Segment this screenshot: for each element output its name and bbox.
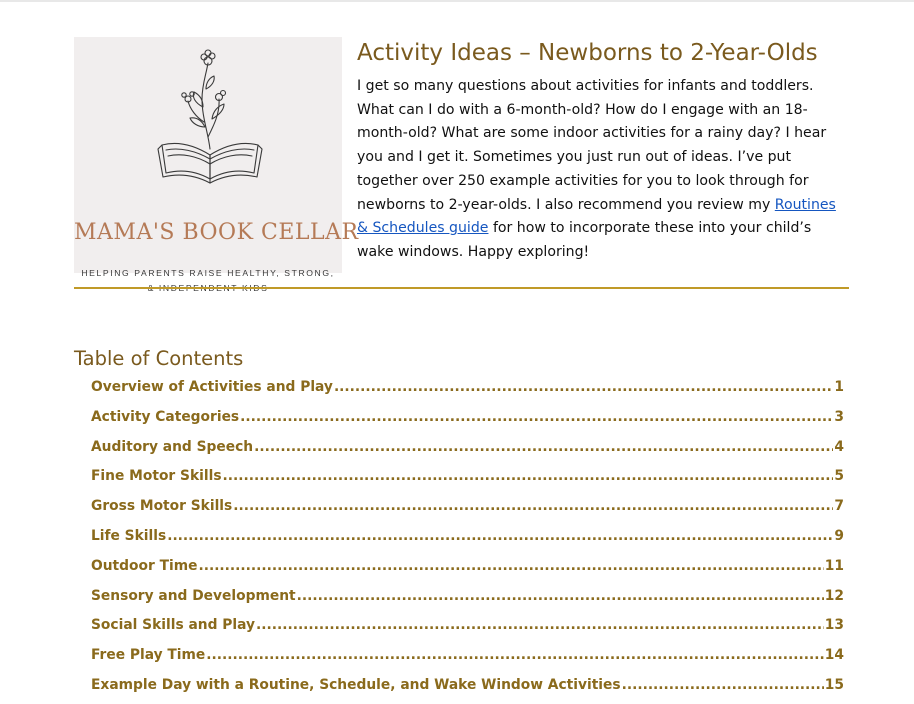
toc-entry-page: 1 xyxy=(834,379,844,395)
toc-entry[interactable] xyxy=(91,376,844,406)
toc-entry[interactable] xyxy=(91,525,844,555)
toc-entry[interactable] xyxy=(91,465,844,495)
intro-paragraph xyxy=(357,75,837,265)
toc-leader-dots xyxy=(198,555,823,577)
toc-entry-label: Social Skills and Play xyxy=(91,617,256,634)
toc-entry-label: Outdoor Time xyxy=(91,557,198,574)
brand-tagline xyxy=(74,266,342,296)
toc-entry-page: 9 xyxy=(834,527,844,544)
toc-entry[interactable] xyxy=(91,495,844,525)
toc-entry[interactable] xyxy=(91,674,844,704)
toc-leader-dots xyxy=(297,585,824,607)
toc-leader-dots xyxy=(254,436,833,458)
toc-entry-label: Activity Categories xyxy=(91,408,240,425)
toc-entry-page: 7 xyxy=(834,498,844,515)
toc-leader-dots xyxy=(206,644,824,666)
toc-entry-label: Example Day with a Routine, Schedule, and Wake Window Activities xyxy=(91,676,621,693)
toc-entry-page: 11 xyxy=(824,557,844,574)
toc-entry[interactable] xyxy=(91,585,844,615)
toc-entry[interactable] xyxy=(91,614,844,644)
toc-entry[interactable] xyxy=(91,406,844,436)
toc-leader-dots xyxy=(240,406,833,428)
toc-entry-label: Auditory and Speech xyxy=(91,438,254,455)
toc-entry-label: Life Skills xyxy=(91,527,167,544)
toc-entry-label: Gross Motor Skills xyxy=(91,498,233,515)
open-book-with-flowers-icon xyxy=(74,37,342,217)
toc-leader-dots xyxy=(223,465,834,487)
tagline-line-1: HELPING PARENTS RAISE HEALTHY, STRONG, xyxy=(81,268,335,278)
toc-entry-page: 15 xyxy=(824,676,844,693)
toc-entry-page: 13 xyxy=(824,617,844,634)
toc-leader-dots xyxy=(256,614,824,636)
toc-entry-page: 14 xyxy=(824,647,844,664)
toc-entry[interactable] xyxy=(91,436,844,466)
intro-text-after-link: for how to incorporate these into your child’s wake windows. Happy exploring! xyxy=(357,220,812,260)
toc-entry[interactable] xyxy=(91,644,844,674)
routines-schedules-guide-link[interactable]: Routines & Schedules guide xyxy=(357,196,836,237)
toc-entry-label: Overview of Activities and Play xyxy=(91,379,333,395)
toc-list xyxy=(91,376,844,704)
brand-logo xyxy=(74,37,359,278)
document-title: Activity Ideas – Newborns to 2-Year-Olds xyxy=(357,40,818,66)
toc-leader-dots xyxy=(167,525,833,547)
toc-entry-page: 12 xyxy=(824,587,844,604)
toc-entry-label: Fine Motor Skills xyxy=(91,468,222,485)
page-top-border xyxy=(0,0,914,2)
toc-entry-label: Free Play Time xyxy=(91,647,206,664)
toc-entry-page: 3 xyxy=(834,408,844,425)
toc-heading: Table of Contents xyxy=(74,347,244,370)
toc-leader-dots xyxy=(334,376,833,398)
toc-entry-page: 5 xyxy=(834,468,844,485)
toc-leader-dots xyxy=(622,674,824,696)
toc-entry[interactable] xyxy=(91,555,844,585)
section-divider xyxy=(74,287,849,289)
brand-name: MAMA'S BOOK CELLAR xyxy=(74,220,359,245)
toc-entry-label: Sensory and Development xyxy=(91,587,296,604)
intro-text-before-link: I get so many questions about activities for infants and toddlers. What can I do with a 6-month-old? How do I engage with an 18-month-old? What are some indoor activities for a rainy day? I hear you and I get it. Sometimes you just run out of ideas. I’ve put together over 250 example activities for you to look through for newborns to 2-year-olds. I also recommend you review my xyxy=(357,78,827,213)
toc-leader-dots xyxy=(233,495,833,517)
toc-entry-page: 4 xyxy=(834,438,844,455)
